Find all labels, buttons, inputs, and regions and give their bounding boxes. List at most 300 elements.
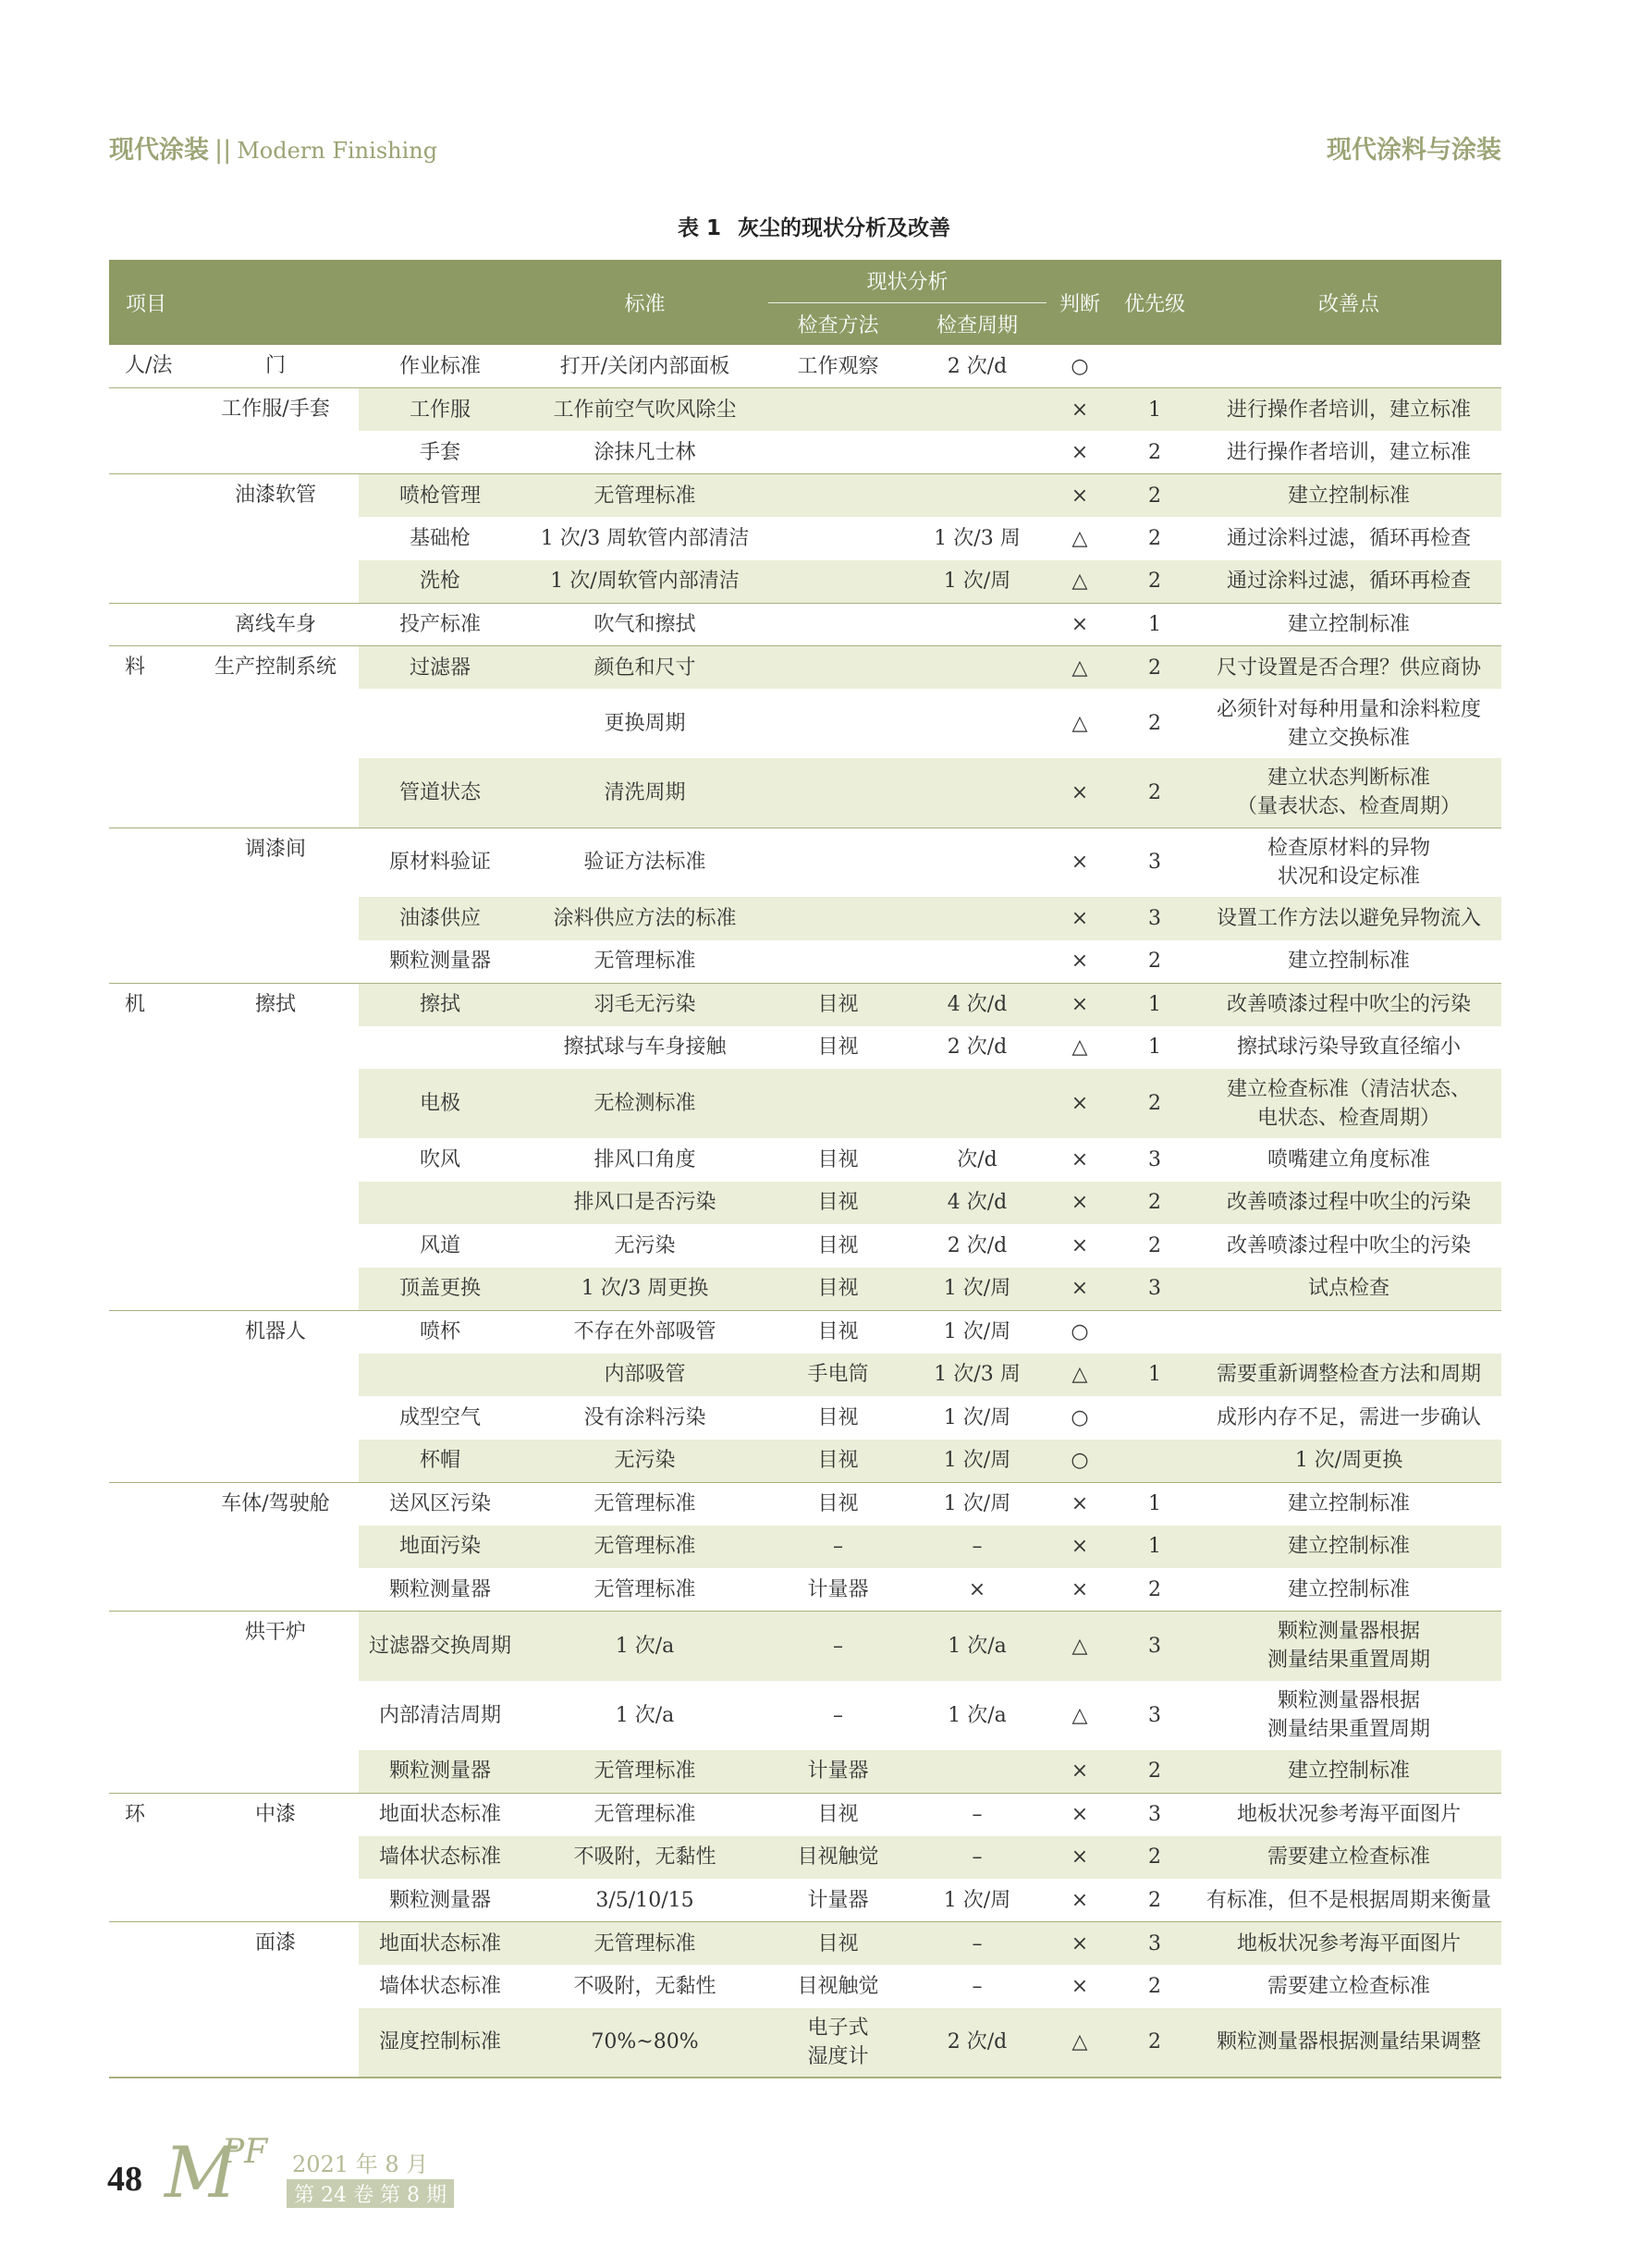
cell-category [109, 1069, 192, 1138]
cell-judge: × [1047, 1836, 1113, 1880]
header-priority: 优先级 [1113, 260, 1196, 345]
cell-check-cycle [908, 940, 1047, 984]
header-judge: 判断 [1047, 260, 1113, 345]
cell-improvement: 通过涂料过滤，循环再检查 [1227, 526, 1472, 550]
cell-priority: 2 [1148, 950, 1162, 973]
cell-improvement: 建立控制标准 [1196, 1482, 1501, 1526]
table-row [109, 1354, 1501, 1397]
cell-category [109, 1965, 192, 2008]
cell-priority: 2 [1113, 2008, 1196, 2078]
cell-sub-item: 烘干炉 [192, 1612, 359, 1681]
volume-issue: 第 24 卷 第 8 期 [287, 2179, 454, 2208]
cell-standard: 无管理标准 [594, 950, 696, 973]
cell-category [109, 1182, 192, 1225]
cell-standard: 1 次/3 周软管内部清洁 [540, 526, 750, 550]
table-caption-label: 表 1 [677, 216, 721, 240]
cell-check-method [768, 560, 908, 604]
cell-standard: 无管理标准 [521, 1922, 768, 1966]
cell-check-cycle: 1 次/周 [908, 1440, 1047, 1483]
table-caption-title: 灰尘的现状分析及改善 [738, 216, 950, 240]
cell-item: 作业标准 [398, 354, 481, 378]
cell-category [109, 1526, 192, 1569]
journal-name-en: Modern Finishing [237, 138, 438, 164]
table-row [109, 1396, 1501, 1440]
cell-check-method: 目视触觉 [797, 1974, 879, 1998]
cell-priority: 2 [1113, 758, 1196, 828]
cell-check-cycle: – [908, 1836, 1047, 1880]
table-row [109, 560, 1501, 604]
cell-improvement: 颗粒测量器根据 测量结果重置周期 [1196, 1612, 1501, 1681]
cell-judge: × [1047, 983, 1113, 1026]
cell-judge: △ [1047, 646, 1113, 690]
cell-sub-item: 车体/驾驶舱 [192, 1482, 359, 1526]
cell-category [109, 560, 192, 604]
cell-improvement: 擦拭球污染导致直径缩小 [1237, 1036, 1462, 1060]
cell-item: 管道状态 [359, 758, 521, 828]
table-row [109, 431, 1501, 474]
table-row [109, 345, 1501, 388]
cell-priority: 3 [1113, 1612, 1196, 1681]
cell-item [359, 1354, 521, 1397]
cell-category [109, 1026, 192, 1070]
cell-improvement: 地板状况参考海平面图片 [1196, 1793, 1501, 1836]
table-row [109, 1750, 1501, 1794]
cell-standard: 清洗周期 [521, 758, 768, 828]
cell-standard: 无管理标准 [521, 1526, 768, 1569]
cell-check-cycle: × [968, 1577, 986, 1601]
cell-priority: 3 [1113, 1793, 1196, 1836]
cell-item: 喷杯 [359, 1310, 521, 1354]
cell-standard: 没有涂料污染 [583, 1405, 706, 1429]
cell-sub-item [192, 517, 359, 560]
cell-category [109, 758, 192, 828]
table-row [109, 388, 1501, 432]
cell-improvement: 改善喷漆过程中吹尘的污染 [1196, 1182, 1501, 1225]
cell-check-cycle: 2 次/d [908, 2008, 1047, 2078]
cell-item: 手套 [419, 440, 460, 464]
cell-improvement [1196, 1310, 1501, 1354]
cell-sub-item [192, 1965, 359, 2008]
table-body [109, 345, 1501, 2078]
cell-improvement: 试点检查 [1196, 1268, 1501, 1311]
cell-priority: 3 [1113, 897, 1196, 940]
cell-sub-item [192, 1568, 359, 1612]
cell-standard: 颜色和尺寸 [521, 646, 768, 690]
cell-sub-item: 中漆 [192, 1793, 359, 1836]
cell-item: 过滤器 [359, 646, 521, 690]
journal-name-cn: 现代涂装 [109, 136, 209, 165]
cell-sub-item [192, 1440, 359, 1483]
cell-priority [1113, 345, 1196, 388]
cell-check-method: 工作观察 [797, 354, 879, 378]
cell-standard: 1 次/周软管内部清洁 [521, 560, 768, 604]
cell-judge: × [1071, 1888, 1089, 1912]
cell-sub-item [192, 1182, 359, 1225]
cell-judge: × [1071, 1974, 1089, 1998]
cell-item: 电极 [359, 1069, 521, 1138]
cell-priority: 2 [1113, 1069, 1196, 1138]
cell-check-cycle: 2 次/d [947, 1233, 1008, 1257]
cell-check-cycle [908, 758, 1047, 828]
cell-sub-item [192, 1750, 359, 1794]
cell-check-method [768, 474, 908, 518]
cell-check-cycle [908, 431, 1047, 474]
header-improvement: 改善点 [1196, 260, 1501, 345]
table-row [109, 689, 1501, 758]
cell-improvement: 地板状况参考海平面图片 [1196, 1922, 1501, 1966]
cell-category [109, 1612, 192, 1681]
section-title: 现代涂料与涂装 [1327, 136, 1501, 165]
cell-standard: 不存在外部吸管 [521, 1310, 768, 1354]
cell-improvement: 设置工作方法以避免异物流入 [1196, 897, 1501, 940]
table-row [109, 1138, 1501, 1182]
cell-category [109, 1268, 192, 1311]
cell-judge: × [1047, 1182, 1113, 1225]
cell-priority: 2 [1148, 1888, 1162, 1912]
cell-check-method [768, 940, 908, 984]
cell-category [109, 1310, 192, 1354]
cell-check-method: 计量器 [768, 1750, 908, 1794]
cell-check-cycle: 1 次/a [948, 1703, 1007, 1727]
cell-check-method [768, 388, 908, 432]
cell-standard: 内部吸管 [521, 1354, 768, 1397]
cell-check-method: – [768, 1612, 908, 1681]
cell-standard: 打开/关闭内部面板 [559, 354, 730, 378]
cell-judge: △ [1071, 526, 1088, 550]
cell-standard: 无管理标准 [521, 474, 768, 518]
cell-check-cycle: 1 次/周 [908, 1482, 1047, 1526]
cell-sub-item [192, 1526, 359, 1569]
cell-check-method [768, 646, 908, 690]
cell-improvement: 进行操作者培训，建立标准 [1227, 440, 1472, 464]
cell-standard: 排风口是否污染 [521, 1182, 768, 1225]
cell-check-method: 目视触觉 [768, 1836, 908, 1880]
cell-improvement: 成形内存不足，需进一步确认 [1217, 1405, 1482, 1429]
table-row [109, 1836, 1501, 1880]
cell-category [109, 1879, 192, 1922]
table-row [109, 1182, 1501, 1225]
cell-standard: 无污染 [614, 1233, 676, 1257]
cell-improvement: 颗粒测量器根据测量结果调整 [1196, 2008, 1501, 2078]
cell-judge: △ [1071, 712, 1088, 735]
cell-category [109, 431, 192, 474]
cell-check-method: 目视 [817, 1036, 859, 1060]
cell-judge: ○ [1047, 1440, 1113, 1483]
cell-check-cycle: 1 次/a [908, 1612, 1047, 1681]
cell-check-cycle: 1 次/周 [943, 1405, 1011, 1429]
cell-standard: 排风口角度 [594, 1147, 696, 1171]
cell-improvement: 改善喷漆过程中吹尘的污染 [1227, 1233, 1472, 1257]
cell-judge: × [1047, 388, 1113, 432]
table-row [109, 1922, 1501, 1966]
cell-check-method [768, 603, 908, 646]
cell-check-method [768, 758, 908, 828]
cell-priority: 2 [1148, 1233, 1162, 1257]
cell-standard: 不吸附，无黏性 [573, 1974, 716, 1998]
cell-improvement: 建立控制标准 [1196, 1526, 1501, 1569]
table-row [109, 1310, 1501, 1354]
cell-priority: 2 [1113, 1750, 1196, 1794]
cell-item: 地面污染 [359, 1526, 521, 1569]
cell-standard: 1 次/a [615, 1703, 675, 1727]
cell-judge: × [1047, 828, 1113, 897]
cell-check-method: – [768, 1526, 908, 1569]
table-row [109, 1793, 1501, 1836]
cell-sub-item: 面漆 [192, 1922, 359, 1966]
table-row [109, 828, 1501, 897]
cell-check-cycle: 次/d [957, 1147, 998, 1171]
cell-item: 地面状态标准 [359, 1793, 521, 1836]
cell-check-cycle: – [972, 1974, 983, 1998]
cell-judge: × [1047, 1268, 1113, 1311]
cell-priority: 2 [1113, 1182, 1196, 1225]
cell-check-cycle: 1 次/周 [908, 1310, 1047, 1354]
cell-improvement: 改善喷漆过程中吹尘的污染 [1196, 983, 1501, 1026]
cell-improvement: 喷嘴建立角度标准 [1267, 1147, 1431, 1171]
cell-judge: × [1047, 1793, 1113, 1836]
cell-improvement: 需要建立检查标准 [1196, 1836, 1501, 1880]
cell-check-method: 目视 [768, 1182, 908, 1225]
cell-check-method: 目视 [768, 1793, 908, 1836]
cell-priority: 2 [1148, 526, 1162, 550]
cell-check-method: – [833, 1703, 843, 1727]
cell-priority: 2 [1148, 440, 1162, 464]
header-check-cycle: 检查周期 [908, 302, 1047, 345]
cell-item: 地面状态标准 [359, 1922, 521, 1966]
cell-judge: × [1047, 1750, 1113, 1794]
cell-category [109, 603, 192, 646]
cell-judge: △ [1047, 2008, 1113, 2078]
cell-judge: × [1047, 758, 1113, 828]
cell-item: 风道 [419, 1233, 460, 1257]
cell-priority: 1 [1113, 983, 1196, 1026]
cell-standard: 涂料供应方法的标准 [521, 897, 768, 940]
cell-judge: △ [1047, 1354, 1113, 1397]
table-row [109, 1268, 1501, 1311]
cell-item [359, 689, 521, 758]
cell-sub-item: 生产控制系统 [192, 646, 359, 690]
cell-standard: 1 次/a [521, 1612, 768, 1681]
cell-priority: 1 [1113, 388, 1196, 432]
cell-check-cycle: 1 次/3 周 [908, 1354, 1047, 1397]
cell-sub-item [192, 1138, 359, 1182]
cell-check-cycle [908, 689, 1047, 758]
cell-sub-item: 工作服/手套 [192, 388, 359, 432]
cell-judge: × [1071, 1577, 1089, 1601]
logo-pf: PF [222, 2133, 268, 2171]
cell-sub-item [192, 431, 359, 474]
table-row [109, 1440, 1501, 1483]
table-row [109, 1482, 1501, 1526]
cell-improvement: 建立控制标准 [1196, 1750, 1501, 1794]
header-separator: || [214, 136, 232, 165]
cell-sub-item [192, 689, 359, 758]
cell-standard: 3/5/10/15 [595, 1888, 694, 1912]
cell-item: 油漆供应 [359, 897, 521, 940]
cell-judge: × [1047, 1526, 1113, 1569]
table-row [109, 1026, 1501, 1070]
table-row [109, 1879, 1501, 1922]
cell-sub-item [192, 897, 359, 940]
cell-category: 机 [109, 983, 192, 1026]
cell-judge: △ [1071, 1703, 1088, 1727]
cell-priority: 3 [1113, 1922, 1196, 1966]
cell-sub-item [192, 758, 359, 828]
cell-judge: × [1047, 474, 1113, 518]
cell-check-cycle: 2 次/d [947, 354, 1008, 378]
cell-category: 人/法 [125, 354, 173, 377]
cell-priority [1113, 1440, 1196, 1483]
cell-improvement: 建立状态判断标准 （量表状态、检查周期） [1196, 758, 1501, 828]
cell-check-method [768, 897, 908, 940]
cell-item: 墙体状态标准 [359, 1836, 521, 1880]
table-row [109, 1612, 1501, 1681]
cell-check-cycle [908, 897, 1047, 940]
cell-category [109, 828, 192, 897]
cell-priority: 1 [1113, 1354, 1196, 1397]
cell-priority: 1 [1113, 1482, 1196, 1526]
cell-improvement: 1 次/周更换 [1196, 1440, 1501, 1483]
cell-priority [1113, 1396, 1196, 1440]
cell-check-cycle: – [908, 1526, 1047, 1569]
cell-check-cycle [908, 603, 1047, 646]
cell-standard: 无管理标准 [521, 1793, 768, 1836]
cell-check-cycle: 1 次/3 周 [934, 526, 1021, 550]
cell-check-method [768, 828, 908, 897]
cell-improvement: 建立控制标准 [1196, 474, 1501, 518]
cell-item: 喷枪管理 [359, 474, 521, 518]
cell-priority: 1 [1113, 603, 1196, 646]
cell-item [359, 1026, 521, 1070]
cell-item: 杯帽 [359, 1440, 521, 1483]
table-row [109, 897, 1501, 940]
cell-item: 成型空气 [398, 1405, 481, 1429]
cell-judge: × [1071, 1147, 1089, 1171]
cell-judge: ○ [1047, 1310, 1113, 1354]
cell-check-cycle: 1 次/周 [943, 1888, 1011, 1912]
cell-standard: 无管理标准 [521, 1482, 768, 1526]
table-row [109, 474, 1501, 518]
cell-priority: 2 [1113, 474, 1196, 518]
cell-judge: × [1071, 440, 1089, 464]
cell-check-method: 计量器 [807, 1888, 869, 1912]
cell-check-cycle [908, 1069, 1047, 1138]
cell-improvement: 需要建立检查标准 [1267, 1974, 1431, 1998]
cell-check-method: 计量器 [807, 1577, 869, 1601]
cell-priority: 2 [1148, 1577, 1162, 1601]
table-row [109, 1526, 1501, 1569]
cell-improvement: 通过涂料过滤，循环再检查 [1196, 560, 1501, 604]
cell-check-cycle: 2 次/d [947, 1036, 1008, 1060]
cell-improvement: 建立检查标准（清洁状态、 电状态、检查周期） [1196, 1069, 1501, 1138]
cell-category [109, 1396, 192, 1440]
cell-item: 颗粒测量器 [388, 1577, 491, 1601]
cell-sub-item: 调漆间 [192, 828, 359, 897]
cell-category [109, 1482, 192, 1526]
cell-item: 基础枪 [409, 526, 471, 550]
cell-improvement: 必须针对每种用量和涂料粒度 建立交换标准 [1217, 697, 1482, 750]
cell-sub-item: 油漆软管 [192, 474, 359, 518]
cell-sub-item [192, 1836, 359, 1880]
cell-check-method: 目视 [817, 1405, 859, 1429]
cell-category [109, 1750, 192, 1794]
cell-check-method: 电子式 湿度计 [768, 2008, 908, 2078]
cell-item: 吹风 [419, 1147, 460, 1171]
cell-check-method: 目视 [768, 1922, 908, 1966]
cell-category [109, 1836, 192, 1880]
dust-analysis-table [109, 260, 1501, 2078]
cell-priority: 2 [1113, 1836, 1196, 1880]
cell-category [109, 1681, 192, 1750]
cell-improvement: 进行操作者培训，建立标准 [1196, 388, 1501, 432]
cell-category [109, 897, 192, 940]
cell-standard: 无污染 [521, 1440, 768, 1483]
cell-standard: 擦拭球与车身接触 [563, 1036, 727, 1060]
cell-improvement: 尺寸设置是否合理？供应商协 [1196, 646, 1501, 690]
cell-sub-item: 离线车身 [192, 603, 359, 646]
cell-priority: 3 [1113, 1268, 1196, 1311]
table-row [109, 940, 1501, 984]
cell-judge: △ [1047, 560, 1113, 604]
cell-judge: ○ [1071, 1405, 1089, 1429]
cell-priority: 3 [1113, 828, 1196, 897]
cell-sub-item [192, 1879, 359, 1922]
cell-standard: 不吸附，无黏性 [521, 1836, 768, 1880]
table-caption [0, 211, 1628, 241]
cell-sub-item [192, 1681, 359, 1750]
cell-sub-item [192, 1354, 359, 1397]
cell-judge: × [1047, 1069, 1113, 1138]
cell-improvement: 需要重新调整检查方法和周期 [1196, 1354, 1501, 1397]
cell-improvement: 颗粒测量器根据 测量结果重置周期 [1267, 1689, 1431, 1741]
cell-judge: ○ [1071, 354, 1089, 378]
table-row [109, 1069, 1501, 1138]
cell-check-method: 目视 [817, 1233, 859, 1257]
cell-check-method: 手电筒 [768, 1354, 908, 1397]
cell-sub-item [192, 1026, 359, 1070]
cell-improvement: 建立控制标准 [1288, 1577, 1411, 1601]
cell-check-method [768, 431, 908, 474]
cell-category: 料 [109, 646, 192, 690]
table-row [109, 983, 1501, 1026]
cell-item: 湿度控制标准 [359, 2008, 521, 2078]
cell-improvement: 建立控制标准 [1288, 950, 1411, 973]
cell-check-cycle [908, 828, 1047, 897]
cell-judge: × [1047, 603, 1113, 646]
cell-item: 墙体状态标准 [378, 1974, 501, 1998]
cell-judge: × [1071, 950, 1089, 973]
cell-category [109, 940, 192, 984]
cell-check-method: 目视 [768, 1310, 908, 1354]
cell-standard: 验证方法标准 [521, 828, 768, 897]
cell-check-method: 目视 [768, 1482, 908, 1526]
cell-check-method [768, 689, 908, 758]
cell-category [109, 388, 192, 432]
cell-item: 原材料验证 [359, 828, 521, 897]
cell-category [109, 1440, 192, 1483]
page-number: 48 [107, 2160, 142, 2199]
cell-sub-item [192, 1268, 359, 1311]
header-status-analysis: 现状分析 [768, 260, 1047, 302]
cell-priority: 1 [1113, 1526, 1196, 1569]
cell-check-cycle: 4 次/d [908, 1182, 1047, 1225]
cell-check-cycle [908, 1750, 1047, 1794]
cell-sub-item [192, 560, 359, 604]
cell-category [109, 474, 192, 518]
cell-sub-item [192, 940, 359, 984]
cell-item: 顶盖更换 [359, 1268, 521, 1311]
table-row [109, 1224, 1501, 1268]
